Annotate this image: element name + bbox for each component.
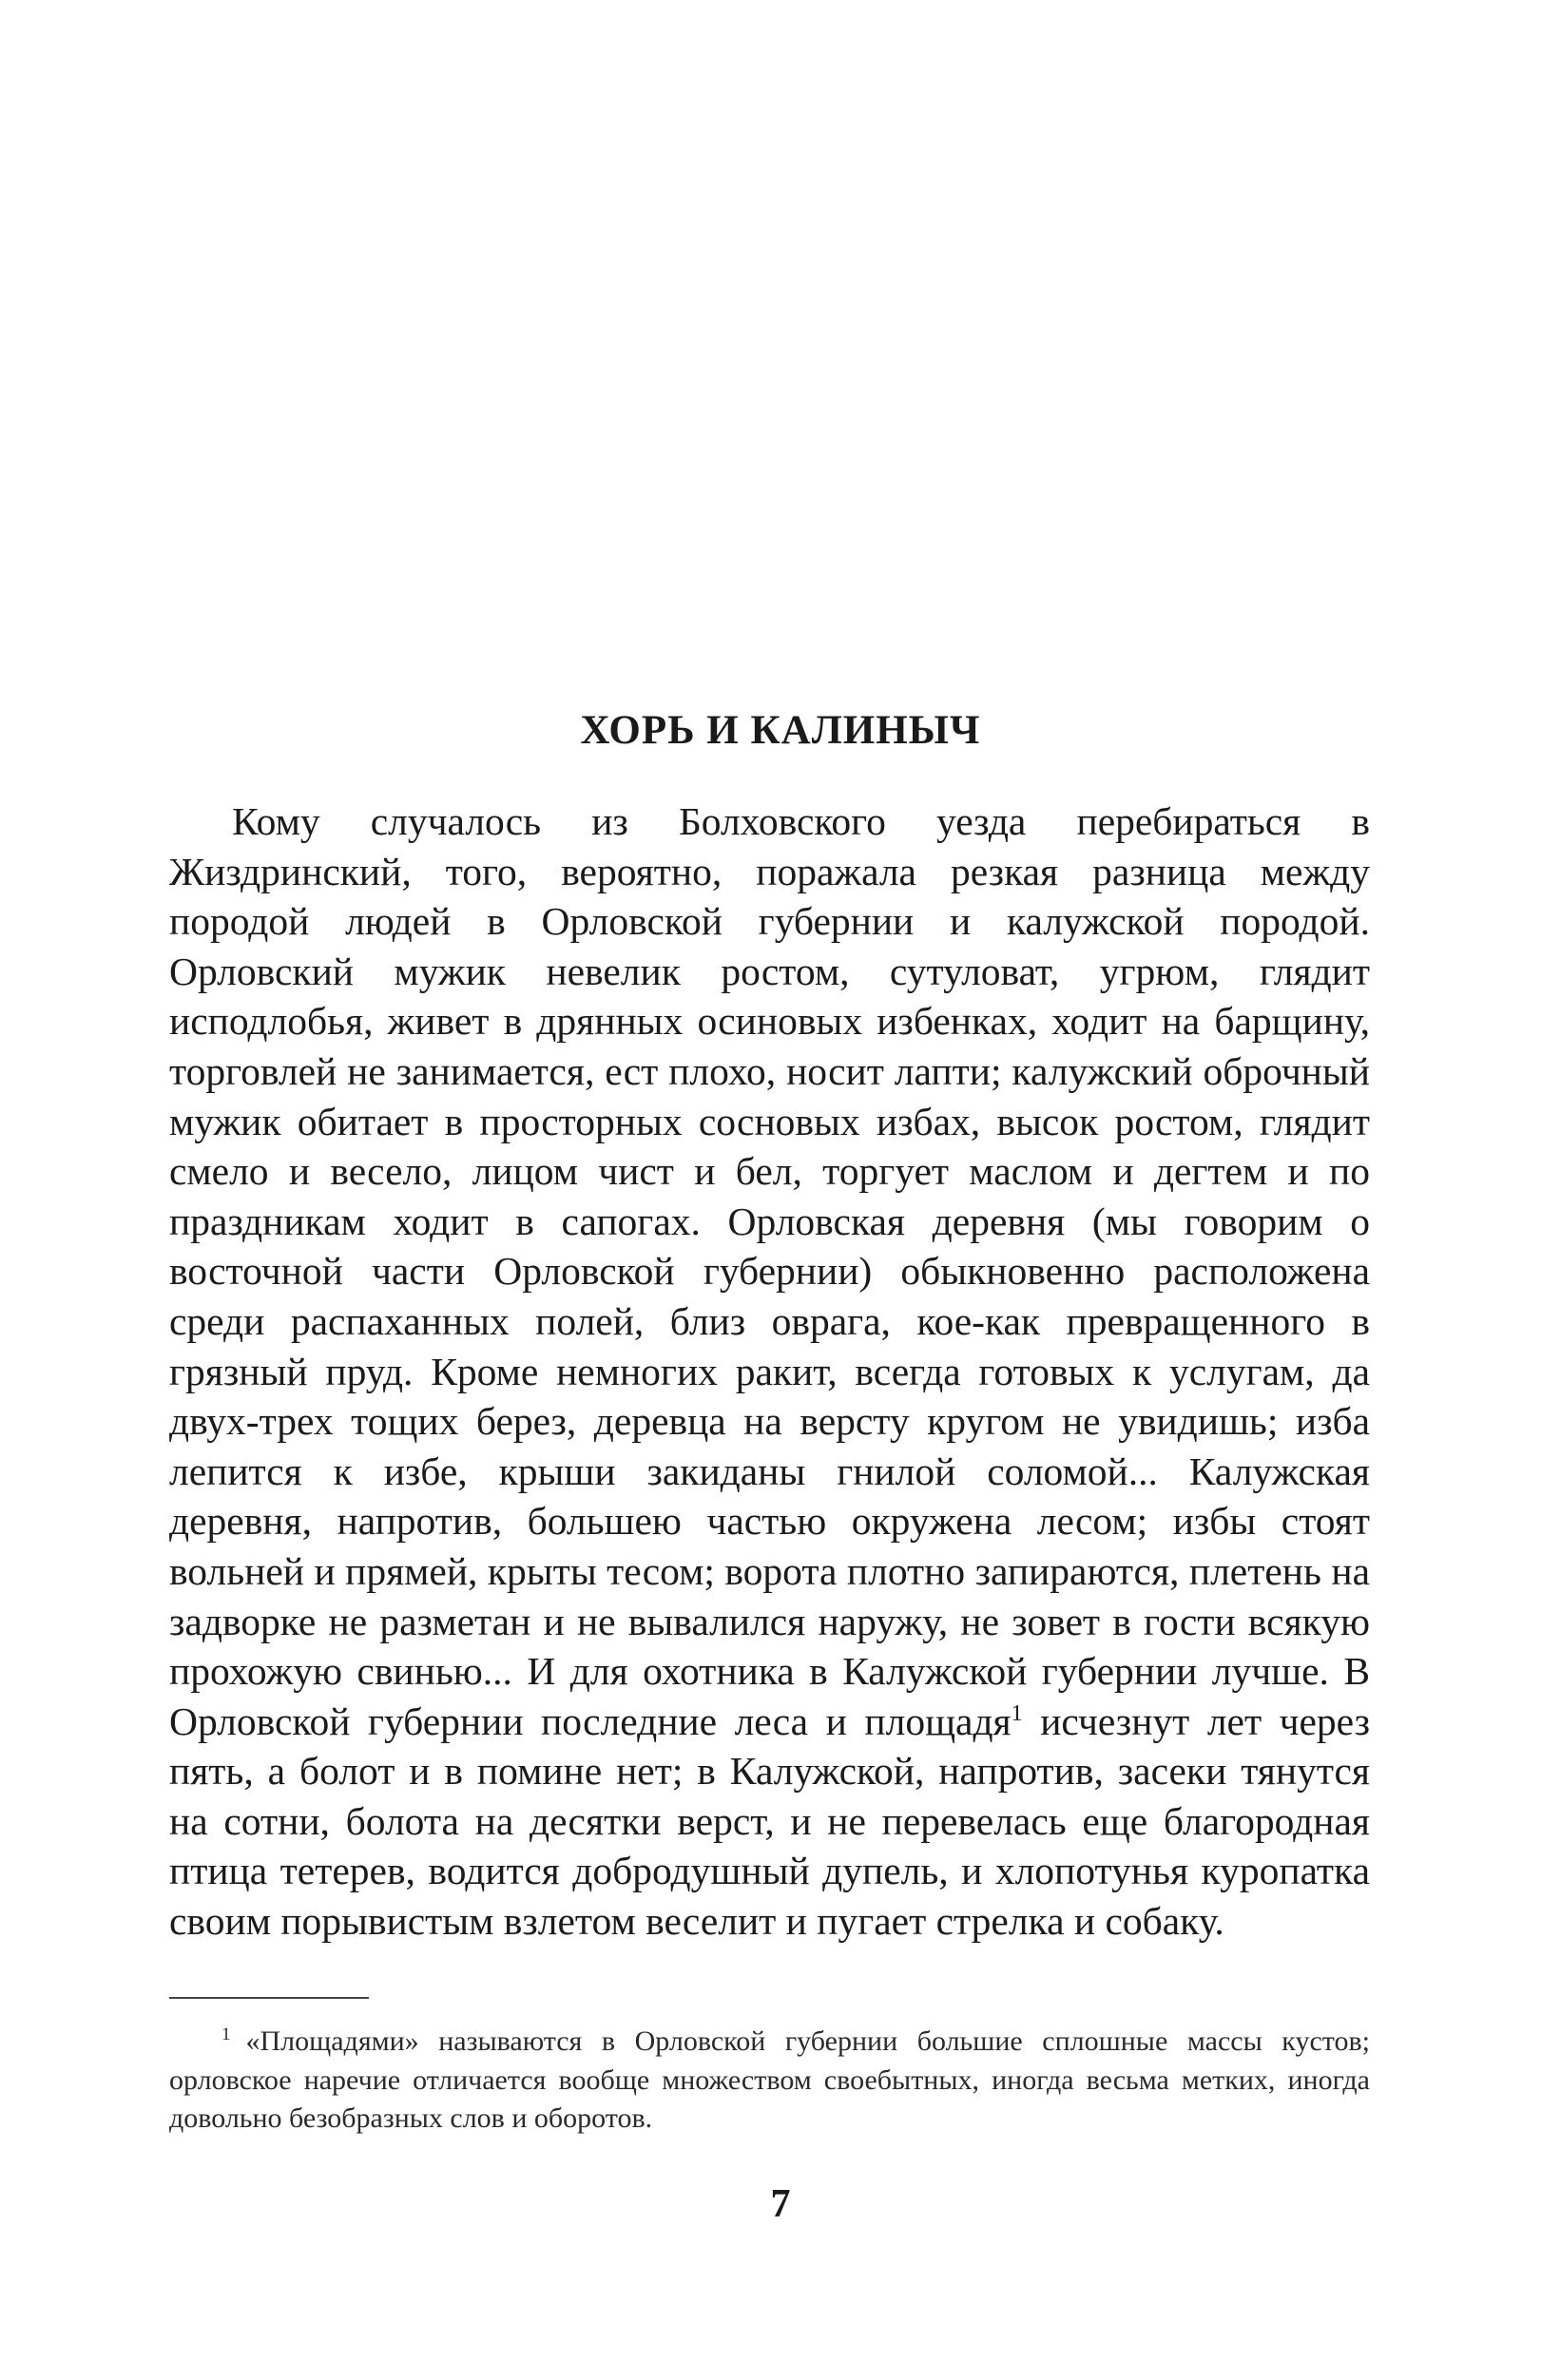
- footnote-reference: 1: [1011, 1700, 1023, 1726]
- page-number: 7: [770, 2182, 791, 2226]
- footnote: [169, 2023, 1370, 2139]
- body-text-before-note: Кому случалось из Болховского уезда перебираться в Жиздринский, того, вероятно, поражала резкая разница между породой людей в Орловской губернии и калужской породой. Орловский мужик невелик ростом, сутуловат, угрюм, глядит исподлобья, живет в дрянных осиновых избенках, ходит на барщину, торговлей не занимается, ест плохо, носит лапти; калужский оброчный мужик обитает в просторных сосновых избах, высок ростом, глядит смело и весело, лицом чист и бел, торгует маслом и дегтем и по праздникам ходит в сапогах. Орловская деревня (мы говорим о восточной части Орловской губернии) обыкновенно расположена среди распаханных полей, близ оврага, кое-как превращенного в грязный пруд. Кроме немногих ракит, всегда готовых к услугам, да двух-трех тощих берез, деревца на версту кругом не увидишь; изба лепится к избе, крыши закиданы гнилой соломой... Калужская деревня, напротив, большею частью окружена лесом; избы стоят вольней и прямей, крыты тесом; ворота плотно запираются, плетень на задворке не разметан и не вывалился наружу, не зовет в гости всякую прохожую свинью... И для охотника в Калужской губернии лучше. В Орловской губернии последние леса и площадя: [169, 799, 1370, 1743]
- chapter-title: ХОРЬ И КАЛИНЫЧ: [580, 707, 981, 753]
- footnote-mark: 1: [222, 2025, 231, 2044]
- footnote-divider: [169, 1997, 369, 1999]
- footnote-text: «Площадями» называются в Орловской губернии большие сплошные массы кустов; орловское наречие отличается вообще множеством своебытных, иногда весьма метких, иногда довольно безобразных слов и оборотов.: [169, 2025, 1370, 2134]
- body-text-after-note: исчезнут лет через пять, а болот и в помине нет; в Калужской, напротив, засеки тянутся на сотни, болота на десятки верст, и не перевелась еще благородная птица тетерев, водится добродушный дупель, и хлопотунья куропатка своим порывистым взлетом веселит и пугает стрелка и собаку.: [169, 1699, 1371, 1944]
- body-paragraph: [169, 797, 1370, 1947]
